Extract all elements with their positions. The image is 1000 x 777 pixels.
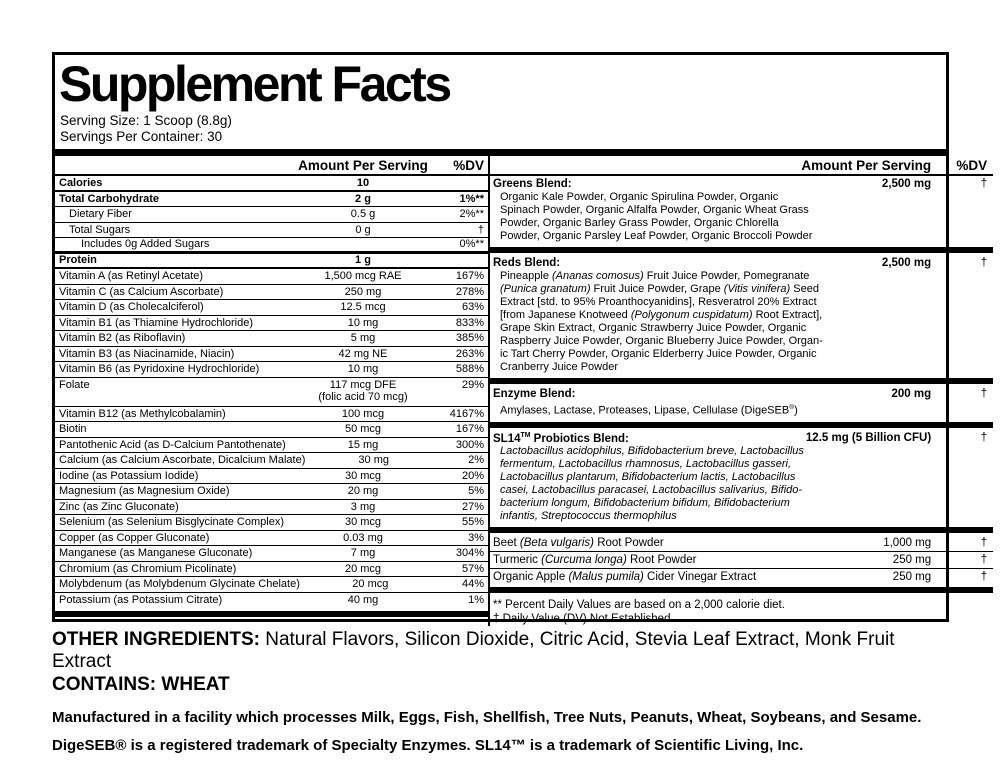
nutrient-dv: 57% (461, 562, 484, 575)
ingredient-row (490, 552, 993, 569)
nutrient-row (55, 577, 488, 593)
nutrient-dv: 263% (455, 347, 484, 360)
blend-dv: † (980, 554, 988, 567)
nutrient-row (55, 176, 488, 192)
nutrient-row (55, 500, 488, 516)
nutrient-dv: 20% (461, 469, 484, 482)
other-ingredients (52, 629, 957, 673)
nutrient-amount: 20 mcg (344, 562, 382, 575)
blend-ingredients: Amylases, Lactase, Proteases, Lipase, Cellulase (DigeSEB®) (500, 404, 798, 417)
amount-per-serving-header: Amount Per Serving (298, 157, 428, 173)
nutrient-row (55, 515, 488, 531)
nutrient-amount: 5 mg (350, 332, 376, 345)
nutrient-dv: 2%** (459, 208, 484, 221)
nutrient-row (55, 531, 488, 547)
blend-section (490, 386, 993, 420)
footnote-dv-not-established: † Daily Value (DV) Not Established. (493, 613, 674, 626)
nutrient-row (55, 238, 488, 254)
nutrient-dv: 1%** (459, 192, 484, 205)
page-title: Supplement Facts (59, 56, 450, 112)
nutrient-dv: 44% (461, 578, 484, 591)
dv-header: %DV (956, 157, 988, 173)
footnotes (490, 595, 993, 626)
blend-section (490, 176, 993, 245)
nutrient-row (55, 453, 488, 469)
left-bottom-bar (55, 611, 488, 617)
nutrient-row (55, 469, 488, 485)
nutrient-row (55, 331, 488, 347)
nutrient-amount: 42 mg NE (338, 347, 388, 360)
dv-header: %DV (453, 157, 484, 173)
right-column-header (490, 156, 993, 176)
blend-title: Beet (Beta vulgaris) Root Powder (493, 537, 664, 550)
ingredient-row (490, 569, 993, 585)
section-divider-bar (490, 587, 993, 593)
nutrient-name: Vitamin B2 (as Riboflavin) (59, 332, 186, 345)
amount-per-serving-header: Amount Per Serving (801, 157, 932, 173)
nutrient-name: Protein (59, 254, 97, 267)
nutrient-name: Manganese (as Manganese Gluconate) (59, 547, 253, 560)
nutrient-row (55, 192, 488, 208)
blend-amount: 250 mg (892, 571, 932, 584)
blend-dv: † (980, 432, 988, 445)
nutrient-name: Total Sugars (69, 223, 131, 236)
left-column (55, 156, 490, 626)
blend-ingredients: Organic Kale Powder, Organic Spirulina Powder, Organic Spinach Powder, Organic Alfalfa Powder, Organic Wheat Grass Powder, Organic Barley Grass Powder, Organic Chlorella Powder, Organic Parsley Leaf Powder, Organic Broccoli Powder (500, 191, 813, 242)
nutrient-amount: 0.03 mg (343, 531, 383, 544)
nutrient-amount: 30 mcg (344, 469, 382, 482)
nutrient-row (55, 422, 488, 438)
nutrient-dv: 5% (468, 485, 484, 498)
nutrient-name: Vitamin B12 (as Methylcobalamin) (59, 407, 226, 420)
nutrient-name: Copper (as Copper Gluconate) (59, 531, 210, 544)
nutrient-dv: 27% (461, 500, 484, 513)
blend-title: Turmeric (Curcuma longa) Root Powder (493, 554, 697, 567)
nutrient-name: Zinc (as Zinc Gluconate) (59, 500, 179, 513)
nutrient-name: Total Carbohydrate (59, 192, 160, 205)
nutrient-name: Molybdenum (as Molybdenum Glycinate Chelate) (59, 578, 300, 591)
nutrient-dv: † (477, 223, 484, 236)
nutrient-name: Pantothenic Acid (as D-Calcium Pantothenate) (59, 438, 286, 451)
blend-amount: 1,000 mg (883, 537, 932, 550)
nutrient-row (55, 347, 488, 363)
nutrient-name: Includes 0g Added Sugars (81, 238, 210, 251)
blend-title: Organic Apple (Malus pumila) Cider Vinegar Extract (493, 571, 757, 584)
nutrient-dv: 63% (461, 301, 484, 314)
nutrient-amount: 20 mcg (352, 578, 389, 591)
blend-title: Greens Blend: (493, 178, 572, 190)
nutrient-amount: 50 mcg (344, 423, 382, 436)
blend-dv: † (980, 257, 988, 269)
nutrient-dv: 278% (455, 285, 484, 298)
blend-sections (490, 176, 993, 595)
blend-section (490, 430, 993, 526)
other-ingredients-text: Natural Flavors, Silicon Dioxide, Citric Acid, Stevia Leaf Extract, Monk Fruit Extract (52, 629, 895, 672)
nutrient-rows (55, 176, 488, 608)
nutrient-name: Vitamin D (as Cholecalciferol) (59, 301, 204, 314)
other-ingredients-label: OTHER INGREDIENTS: (52, 629, 260, 650)
nutrient-name: Dietary Fiber (69, 208, 132, 221)
nutrient-name: Vitamin C (as Calcium Ascorbate) (59, 285, 224, 298)
blend-amount: 2,500 mg (881, 257, 932, 269)
blend-section (490, 255, 993, 376)
section-divider-bar (490, 378, 993, 384)
blend-title: SL14™ Probiotics Blend: (493, 431, 629, 445)
nutrient-name: Potassium (as Potassium Citrate) (59, 594, 223, 607)
nutrient-row (55, 254, 488, 270)
nutrient-amount: 15 mg (347, 438, 379, 451)
footnote-daily-values: ** Percent Daily Values are based on a 2,000 calorie diet. (493, 599, 785, 612)
nutrient-name: Iodine (as Potassium Iodide) (59, 469, 199, 482)
header-divider-bar (55, 149, 946, 156)
ingredient-row (490, 535, 993, 552)
nutrient-row (55, 362, 488, 378)
nutrient-dv: 3% (468, 531, 484, 544)
nutrient-row (55, 546, 488, 562)
contains-statement: CONTAINS: WHEAT (52, 674, 230, 695)
nutrient-name: Selenium (as Selenium Bisglycinate Complex) (59, 516, 284, 529)
section-divider-bar (490, 527, 993, 533)
supplement-facts-panel (52, 52, 988, 626)
nutrient-name: Folate (59, 378, 90, 391)
serving-size: Serving Size: 1 Scoop (8.8g) (60, 113, 232, 128)
nutrient-row (55, 285, 488, 301)
blend-ingredients: Pineapple (Ananas comosus) Fruit Juice Powder, Pomegranate (Punica granatum) Fruit Juice Powder, Grape (Vitis vinifera) Seed Extract [std. to 95% Proanthocyanidins], Resveratrol 20% Extract [from Japanese Knotweed (Polygonum cuspidatum) Root Extract], Grape Skin Extract, Organic Strawberry Juice Powder, Organic Raspberry Juice Powder, Organic Blueberry Juice Powder, Organ- ic Tart Cherry Powder, Organic Elderberry Juice Powder, Organic Cranberry Juice Powder (500, 270, 823, 373)
nutrient-amount: 40 mg (347, 594, 379, 607)
blend-amount: 12.5 mg (5 Billion CFU) (805, 432, 932, 445)
nutrient-row (55, 223, 488, 239)
nutrient-dv: 55% (461, 516, 484, 529)
nutrient-row (55, 484, 488, 500)
nutrient-amount: 10 (356, 176, 370, 189)
blend-ingredients: Lactobacillus acidophilus, Bifidobacterium breve, Lactobacillus fermentum, Lactobacillus rhamnosus, Lactobacillus gasseri, Lactobacillus plantarum, Bifidobacterium lactis, Lactobacillus casei, Lactobacillus paracasei, Lactobacillus salivarius, Bifido- bacterium longum, Bifidobacterium bifidum, Bifidobacterium infantis, Streptococcus thermophilus (500, 445, 804, 523)
nutrient-amount: 20 mg (347, 485, 379, 498)
nutrient-dv: 167% (455, 270, 484, 283)
blend-amount: 200 mg (891, 388, 932, 400)
nutrient-amount: 100 mcg (341, 407, 385, 420)
nutrient-row (55, 300, 488, 316)
section-divider-bar (490, 247, 993, 253)
blend-dv: † (980, 571, 988, 584)
nutrient-dv: 588% (455, 363, 484, 376)
nutrient-amount: 1 g (355, 254, 371, 267)
blend-amount: 250 mg (892, 554, 932, 567)
nutrient-name: Vitamin B1 (as Thiamine Hydrochloride) (59, 316, 254, 329)
blend-title: Enzyme Blend: (493, 388, 576, 400)
nutrient-amount: 1,500 mcg RAE (324, 270, 402, 283)
columns (55, 156, 988, 626)
nutrient-amount: 0.5 g (350, 208, 376, 221)
nutrient-dv: 300% (455, 438, 484, 451)
nutrient-name: Magnesium (as Magnesium Oxide) (59, 485, 230, 498)
nutrient-amount: 0 g (355, 223, 371, 236)
servings-per-container: Servings Per Container: 30 (60, 129, 223, 144)
nutrient-amount: 3 mg (350, 500, 376, 513)
blend-dv: † (980, 537, 988, 550)
nutrient-name: Chromium (as Chromium Picolinate) (59, 562, 237, 575)
nutrient-dv: 385% (455, 332, 484, 345)
nutrient-name: Biotin (59, 423, 87, 436)
nutrient-amount: 30 mcg (344, 516, 382, 529)
left-column-header (55, 156, 488, 176)
facility-statement: Manufactured in a facility which processes Milk, Eggs, Fish, Shellfish, Tree Nuts, Peanuts, Wheat, Soybeans, and Sesame. (52, 709, 922, 726)
nutrient-amount: 30 mg (358, 454, 389, 467)
nutrient-dv: 0%** (459, 238, 484, 251)
nutrient-dv: 29% (461, 378, 484, 391)
nutrient-name: Vitamin B6 (as Pyridoxine Hydrochloride) (59, 363, 260, 376)
nutrient-row (55, 207, 488, 223)
nutrient-name: Vitamin A (as Retinyl Acetate) (59, 270, 204, 283)
nutrient-amount: 250 mg (344, 285, 382, 298)
nutrient-dv: 833% (455, 316, 484, 329)
nutrient-row (55, 438, 488, 454)
nutrient-name: Calcium (as Calcium Ascorbate, Dicalcium Malate) (59, 454, 306, 467)
nutrient-name: Vitamin B3 (as Niacinamide, Niacin) (59, 347, 235, 360)
nutrient-row (55, 593, 488, 609)
trademark-statement: DigeSEB® is a registered trademark of Specialty Enzymes. SL14™ is a trademark of Scientific Living, Inc. (52, 737, 804, 754)
blend-dv: † (980, 388, 988, 400)
blend-amount: 2,500 mg (881, 178, 932, 190)
nutrient-row (55, 316, 488, 332)
nutrient-row (55, 562, 488, 578)
blend-dv: † (980, 178, 988, 190)
nutrient-dv: 167% (455, 423, 484, 436)
nutrient-amount: 10 mg (347, 316, 379, 329)
nutrient-dv: 1% (468, 594, 484, 607)
section-divider-bar (490, 422, 993, 428)
nutrient-amount: 2 g (355, 192, 371, 205)
nutrient-dv: 4167% (449, 407, 484, 420)
nutrient-dv: 2% (468, 454, 484, 467)
right-column (490, 156, 993, 626)
bottom-statements (52, 629, 957, 754)
nutrient-row (55, 269, 488, 285)
nutrient-row (55, 378, 488, 407)
nutrient-name: Calories (59, 176, 103, 189)
nutrient-dv: 304% (455, 547, 484, 560)
nutrient-amount: 117 mcg DFE (folic acid 70 mcg) (318, 378, 408, 403)
blend-title: Reds Blend: (493, 257, 561, 269)
nutrient-row (55, 407, 488, 423)
nutrient-amount: 12.5 mcg (340, 301, 386, 314)
nutrient-amount: 10 mg (347, 363, 379, 376)
nutrient-amount: 7 mg (350, 547, 376, 560)
